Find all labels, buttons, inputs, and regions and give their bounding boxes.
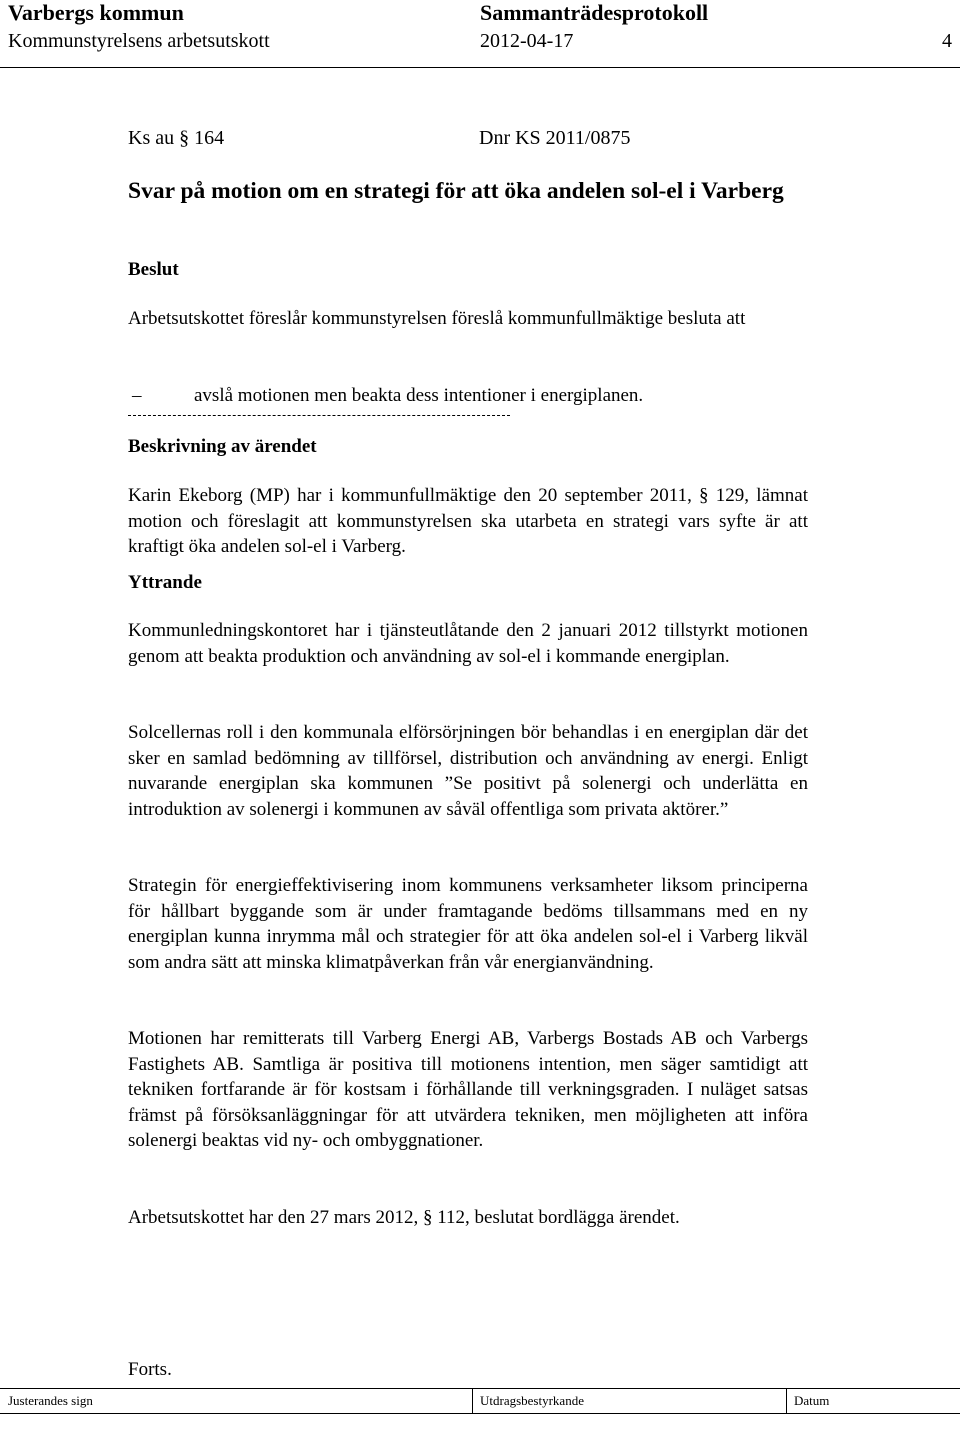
yttrande-p1-block	[128, 618, 808, 669]
continued-note-block	[128, 1357, 808, 1383]
beslut-text-block	[128, 306, 808, 332]
page-number: 4	[942, 30, 952, 52]
utdragsbestyrkande-label: Utdragsbestyrkande	[480, 1393, 584, 1408]
yttrande-paragraph-4: Motionen har remitterats till Varberg Energi AB, Varbergs Bostads AB och Varbergs Fastighets AB. Samtliga är positiva till motionens intention, men säger samtidigt att tekniken fortfarande är för kostsam i förhållande till verkningsgraden. I nuläget satsas främst på försöksanläggningar för att utvärdera tekniken, men möjligheten att införa solenergi beaktas vid ny- och ombyggnationer.	[128, 1028, 808, 1152]
bullet-dash: –	[132, 385, 142, 406]
doc-type: Sammanträdesprotokoll	[480, 0, 709, 25]
signature-footer	[0, 1388, 960, 1414]
justerandes-sign-label: Justerandes sign	[8, 1393, 93, 1408]
datum-label: Datum	[794, 1393, 830, 1408]
yttrande-p2-block	[128, 720, 808, 822]
yttrande-paragraph-3: Strategin för energieffektivisering inom kommunens verksamheter liksom principerna för hållbart byggande som är under framtagande bedöms tillsammans med en ny energiplan kunna inrymma mål och strategier för att öka andelen sol-el i Varberg likväl som andra sätt att minska klimatpåverkan från vår energianvändning.	[128, 875, 808, 973]
header-row-2	[8, 30, 952, 56]
committee-name: Kommunstyrelsens arbetsutskott	[8, 30, 270, 52]
header-divider	[0, 67, 960, 68]
case-ref-row	[128, 126, 808, 152]
beslut-text: Arbetsutskottet föreslår kommunstyrelsen föreslå kommunfullmäktige besluta att	[128, 308, 746, 329]
meeting-date: 2012-04-17	[480, 30, 574, 52]
yttrande-p3-block	[128, 873, 808, 975]
header-row-1	[8, 0, 952, 28]
yttrande-paragraph-2: Solcellernas roll i den kommunala elförsörjningen bör behandlas i en energiplan där det sker en samlad bedömning av tillförsel, distribution och användning av energi. Enligt nuvarande energiplan ska kommunen ”Se positivt på solenergi och underlätta en introduktion av solenergi i kommunen av såväl offentliga som privata aktörer.”	[128, 722, 808, 820]
paragraph-ref: Ks au § 164	[128, 127, 225, 149]
yttrande-paragraph-1: Kommunledningskontoret har i tjänsteutlåtande den 2 januari 2012 tillstyrkt motionen genom att beakta produktion och användning av sol-el i kommande energiplan.	[128, 620, 808, 667]
continued-note: Forts.	[128, 1359, 172, 1380]
decision-separator	[128, 415, 510, 416]
yttrande-p4-block	[128, 1026, 808, 1154]
bullet-text: avslå motionen men beakta dess intentioner i energiplanen.	[194, 385, 644, 406]
dnr-ref: Dnr KS 2011/0875	[479, 127, 631, 149]
yttrande-heading: Yttrande	[128, 572, 202, 593]
beslut-heading: Beslut	[128, 259, 179, 280]
beskrivning-heading: Beskrivning av ärendet	[128, 436, 317, 457]
page-title: Svar på motion om en strategi för att öka andelen sol-el i Varberg	[128, 178, 784, 204]
beskrivning-block	[128, 483, 808, 560]
yttrande-paragraph-5: Arbetsutskottet har den 27 mars 2012, § 112, beslutat bordlägga ärendet.	[128, 1207, 680, 1228]
beskrivning-text: Karin Ekeborg (MP) har i kommunfullmäktige den 20 september 2011, § 129, lämnat motion och föreslagit att kommunstyrelsen ska utarbeta en strategi vars syfte är att kraftigt öka andelen sol-el i Varberg.	[128, 485, 808, 558]
yttrande-p5-block	[128, 1205, 808, 1231]
org-name: Varbergs kommun	[8, 0, 184, 25]
footer-divider-2	[786, 1389, 787, 1413]
footer-divider-1	[472, 1389, 473, 1413]
